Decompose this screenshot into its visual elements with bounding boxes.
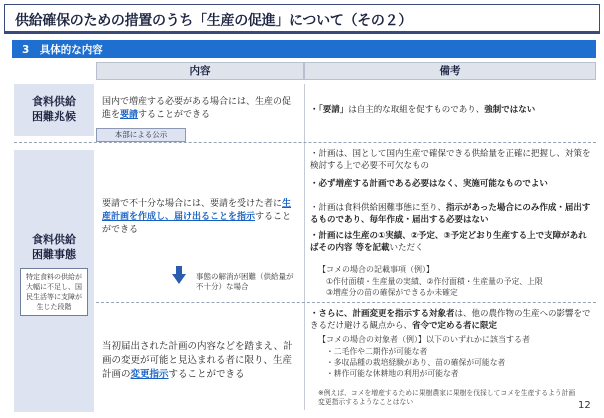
note-plan-feasible-text: ・必ず増産する計画である必要はなく、実施可能なものでよい — [310, 179, 548, 189]
list-item: ・耕作可能な休耕地の利用が可能な者 — [326, 369, 459, 378]
content-request-emphasis: 要請 — [120, 110, 139, 120]
note-change-target-lead: ・さらに、 — [310, 309, 353, 319]
note-plan-timing — [310, 202, 592, 226]
note-change-target-tail: 省令で定める者に限定 — [412, 321, 498, 331]
note-plan-timing-text: ・計画は食料供給困難事態に至り、 — [310, 203, 447, 213]
title-bar — [4, 4, 600, 34]
note-plan-feasible — [310, 178, 592, 190]
section-band — [12, 40, 596, 58]
content-change-tail: することができる — [168, 369, 245, 380]
row-divider — [14, 142, 596, 143]
content-change-instruction — [102, 340, 298, 382]
page-number: 12 — [578, 400, 591, 411]
note-plan-timing-emphasis: 指示があった場合にのみ作成・届出するものであり、毎年作成・届出する必要はない — [310, 203, 591, 225]
note-change-target-emphasis: 計画変更を指示する対象者 — [352, 309, 455, 319]
down-arrow-icon — [172, 274, 186, 284]
note-plan-contents-text: ・計画には生産の — [310, 231, 379, 241]
note-change-target — [310, 308, 592, 332]
note-request-emphasis: 強制ではない — [484, 105, 536, 115]
row-divider — [96, 302, 596, 303]
content-plan-tail: することができる — [102, 212, 292, 235]
content-change-text: 当初届出された計画の内容などを踏まえ、計画の変更が可能と見込まれる者に限り、生産計画の — [102, 341, 293, 380]
rice-targets-list — [326, 346, 588, 379]
header-content: 内容 — [96, 62, 304, 80]
content-request-tail: することができる — [138, 110, 211, 120]
announcement-tag: 本部による公示 — [96, 128, 186, 142]
column-divider — [304, 84, 305, 410]
row-head-sign — [14, 84, 94, 136]
list-item: ・二毛作や二期作が可能な者 — [326, 347, 428, 356]
note-plan-purpose: ・計画は、国として国内生産で確保できる供給量を正確に把握し、対策を検討する上で必要不可欠なもの — [310, 149, 591, 171]
content-request — [102, 96, 298, 122]
note-request-key: ・「要請」 — [310, 105, 349, 115]
content-plan-emphasis: 生産計画を作成し、届け出ることを指示 — [102, 199, 292, 222]
content-plan-text: 要請で不十分な場合には、要請を受けた者に — [102, 199, 283, 209]
row-head-sign-line2: 困難兆候 — [32, 110, 76, 123]
row-head-sign-line1: 食料供給 — [32, 95, 76, 108]
list-item: ・多収品種の栽培経験があり、苗の確保が可能な者 — [326, 358, 506, 367]
list-item: ③増産分の苗の確保ができるか未確定 — [326, 288, 458, 297]
rice-targets-heading: 【コメの場合の対象者（例）】以下のいずれかに該当する者 — [318, 335, 530, 344]
note-plan-contents-tail: いただく — [389, 243, 424, 253]
note-request — [310, 104, 592, 116]
row-head-crisis — [14, 150, 94, 412]
list-item: ①作付面積・生産量の実績、②作付面積・生産量の予定、上限 — [326, 277, 543, 286]
note-plan-contents — [310, 230, 592, 254]
row-head-crisis-title — [14, 232, 94, 262]
note-change-target-text: は、他の農作物の生産への影響をできるだけ避ける観点から、 — [310, 309, 591, 331]
content-plan-instruction — [102, 198, 298, 237]
rice-items-list — [326, 276, 588, 298]
row-head-sign-title — [14, 94, 94, 124]
note-request-text: は自主的な取組を促すものであり、 — [348, 105, 485, 115]
content-change-emphasis: 変更指示 — [130, 369, 169, 380]
content-request-text: 国内で増産する必要がある場合には、生産の促進を — [102, 97, 292, 120]
footnote: ※例えば、コメを増産するために果樹農家に果樹を伐採してコメを生産するよう計画変更指示するようなことはない — [318, 389, 576, 406]
section-title: 3 具体的な内容 — [22, 44, 103, 56]
page-title: 供給確保のための措置のうち「生産の促進」について（その２） — [15, 13, 413, 29]
header-notes: 備考 — [304, 62, 596, 80]
row-head-crisis-line1: 食料供給 — [32, 233, 76, 246]
arrow-label: 事態の解消が困難（供給量が不十分）な場合 — [196, 272, 294, 291]
rice-items-heading: 【コメの場合の記載事項（例）】 — [318, 265, 434, 274]
note-plan-contents-emphasis: ①実績、②予定、③予定どおり生産する上で支障があればその内容 等を記載 — [310, 231, 587, 253]
row-head-crisis-line2: 困難事態 — [32, 248, 76, 261]
row-head-crisis-note: 特定食料の供給が大幅に不足し、国民生活等に支障が生じた段階 — [20, 268, 88, 316]
